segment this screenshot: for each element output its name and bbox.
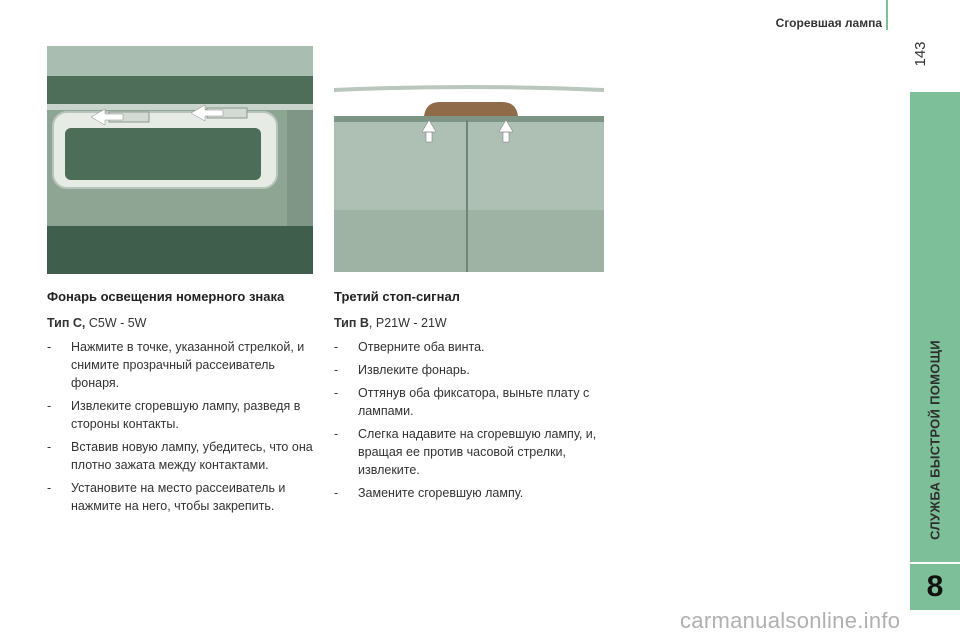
brake-light-type-value: , P21W - 21W [368,316,447,330]
third-brake-light-illustration [334,80,604,272]
brake-light-title: Третий стоп-сигнал [334,289,460,304]
license-plate-lamp-illustration [47,46,313,274]
chapter-number: 8 [910,562,960,610]
list-item: - Извлеките фонарь. [334,363,470,377]
license-lamp-type [47,314,317,332]
list-item: - Установите на место рассеиватель и нажмите на него, чтобы закрепить. [47,481,286,513]
watermark-link[interactable]: carmanualsonline.info [680,608,901,633]
section-header-title: Сгоревшая лампа [775,16,882,30]
license-lamp-instructions [47,314,317,520]
brake-light-type [334,314,608,332]
chapter-tab-label: СЛУЖБА БЫСТРОЙ ПОМОЩИ [927,340,943,540]
list-item: - Вставив новую лампу, убедитесь, что она плотно зажата между контактами. [47,440,313,472]
license-lamp-title: Фонарь освещения номерного знака [47,289,285,304]
brake-light-steps [334,338,608,502]
brake-light-instructions [334,314,608,507]
list-item: - Отверните оба винта. [334,340,485,354]
header-divider [886,0,888,30]
license-lamp-steps [47,338,317,515]
page-number: 143 [911,41,929,67]
list-item: - Нажмите в точке, указанной стрелкой, и снимите прозрачный рассеиватель фонаря. [47,340,305,390]
list-item: - Замените сгоревшую лампу. [334,486,524,500]
list-item: - Извлеките сгоревшую лампу, разведя в стороны контакты. [47,399,301,431]
brake-light-type-label: Тип В [334,316,369,330]
list-item: - Слегка надавите на сгоревшую лампу, и, вращая ее против часовой стрелки, извлеките. [334,427,597,477]
license-lamp-type-value: C5W - 5W [85,316,147,330]
license-lamp-type-label: Тип С, [47,316,86,330]
list-item: - Оттянув оба фиксатора, выньте плату с лампами. [334,386,590,418]
